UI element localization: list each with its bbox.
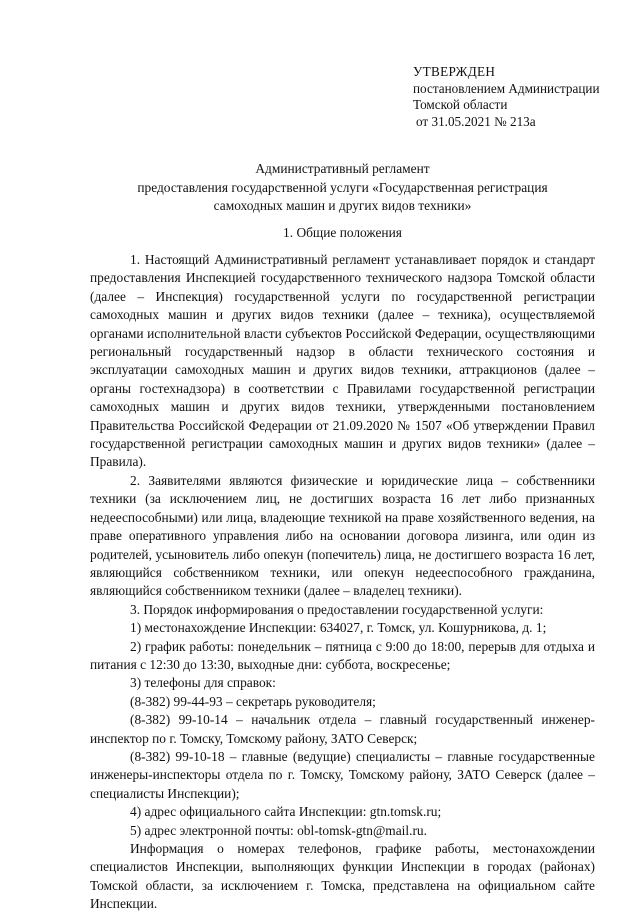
title-line: предоставления государственной услуги «Государственная регистрация <box>137 179 548 195</box>
list-item: 5) адрес электронной почты: obl-tomsk-gtn@mail.ru. <box>130 822 427 838</box>
approval-line: постановлением Администрации <box>413 80 600 96</box>
phone-line: (8-382) 99-44-93 – секретарь руководителя; <box>130 693 376 709</box>
list-item: 1) местонахождение Инспекции: 634027, г. Томск, ул. Кошурникова, д. 1; <box>130 620 547 636</box>
approval-date-line: от 31.05.2021 № 213а <box>416 113 536 129</box>
paragraph: 1. Настоящий Административный регламент устанавливает порядок и стандарт предоставления Инспекцией государственного технического надзора Томской области (далее – Инспекция) государственной услуги по государственной регистрации самоходных машин и других видов техники (далее – техника), осуществляемой органами исполнительной власти субъектов Российской Федерации, осуществляющими региональный государственный надзор в области технического состояния и эксплуатации самоходных машин и других видов техники, аттракционов (далее – органы гостехнадзора) в соответствии с Правилами государственной регистрации самоходных машин и других видов техники, утвержденными постановлением Правительства Российской Федерации от 21.09.2020 № 1507 «Об утверждении Правил государственной регистрации самоходных машин и других видов техники» (далее – Правила). <box>90 252 595 470</box>
paragraph: 2. Заявителями являются физические и юридические лица – собственники техники (за исключением лиц, не достигших возраста 16 лет либо признанных недееспособными) или лица, владеющие техникой на праве хозяйственного ведения, на праве оперативного управления либо на основании договора лизинга, или один из родителей, усыновитель либо опекун (попечитель) лица, не достигшего возраста 16 лет, являющийся собственником техники, или опекун недееспособного гражданина, являющийся собственником техники (далее – владелец техники). <box>90 472 595 599</box>
document-title <box>90 160 595 216</box>
approval-heading: УТВЕРЖДЕН <box>413 64 496 79</box>
section-heading: 1. Общие положения <box>283 225 402 240</box>
approval-stamp <box>413 64 600 130</box>
title-line: Административный регламент <box>255 161 430 176</box>
approval-line: Томской области <box>413 97 508 112</box>
list-item: 4) адрес официального сайта Инспекции: gtn.tomsk.ru; <box>130 804 442 820</box>
phone-line: (8-382) 99-10-18 – главные (ведущие) специалисты – главные государственные инженеры-инспекторы отдела по г. Томску, Томскому району, ЗАТО Северск (далее – специалисты Инспекции); <box>90 748 595 801</box>
paragraph: Информация о номерах телефонов, графике работы, местонахождении специалистов Инспекции, выполняющих функции Инспекции в городах (районах) Томской области, за исключением г. Томска, представлена на официальном сайте Инспекции. <box>90 841 595 912</box>
document-body <box>90 251 595 914</box>
phone-line: (8-382) 99-10-14 – начальник отдела – главный государственный инженер-инспектор по г. Томску, Томскому району, ЗАТО Северск; <box>90 712 595 746</box>
list-item: 3) телефоны для справок: <box>130 675 276 691</box>
title-line: самоходных машин и других видов техники» <box>213 198 472 213</box>
paragraph: 3. Порядок информирования о предоставлении государственной услуги: <box>130 601 544 617</box>
list-item: 2) график работы: понедельник – пятница с 9:00 до 18:00, перерыв для отдыха и питания с 12:30 до 13:30, выходные дни: суббота, воскресенье; <box>90 638 595 672</box>
